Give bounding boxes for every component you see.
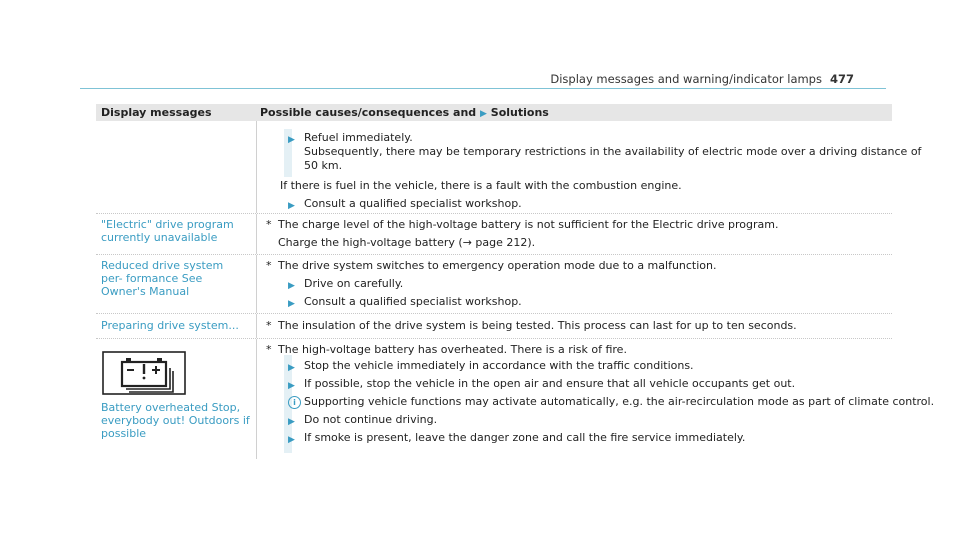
star-marker: * bbox=[266, 259, 272, 272]
row-line: Stop the vehicle immediately in accordance with the traffic conditions. bbox=[304, 359, 694, 372]
arrow-right-icon: ▶ bbox=[288, 435, 295, 445]
arrow-right-icon: ▶ bbox=[288, 417, 295, 427]
row-line: Consult a qualified specialist workshop. bbox=[304, 295, 522, 308]
arrow-right-icon: ▶ bbox=[288, 201, 295, 211]
row-line: Charge the high-voltage battery (→ page 212). bbox=[278, 236, 536, 249]
row-line: If there is fuel in the vehicle, there is a fault with the combustion engine. bbox=[280, 179, 682, 192]
page-header bbox=[550, 72, 854, 86]
star-marker: * bbox=[266, 343, 272, 356]
row-line: If possible, stop the vehicle in the open air and ensure that all vehicle occupants get out. bbox=[304, 377, 796, 390]
row-line: The high-voltage battery has overheated. There is a risk of fire. bbox=[278, 343, 627, 356]
column-divider bbox=[256, 339, 257, 459]
message-reduced-performance: Reduced drive system per- formance See Owner's Manual bbox=[101, 259, 224, 298]
column-divider bbox=[256, 121, 257, 213]
arrow-right-icon: ▶ bbox=[480, 109, 487, 119]
table-row bbox=[96, 121, 922, 214]
star-marker: * bbox=[266, 319, 272, 332]
column-divider bbox=[256, 255, 257, 313]
column-header-causes bbox=[260, 106, 549, 119]
row-line: The drive system switches to emergency operation mode due to a malfunction. bbox=[278, 259, 717, 272]
table-row bbox=[96, 214, 892, 255]
arrow-right-icon: ▶ bbox=[288, 281, 295, 291]
row-line: If smoke is present, leave the danger zone and call the fire service immediately. bbox=[304, 431, 746, 444]
message-electric-unavailable: "Electric" drive program currently unavailable bbox=[101, 218, 234, 244]
column-divider bbox=[256, 314, 257, 338]
row-line: The insulation of the drive system is being tested. This process can last for up to ten seconds. bbox=[278, 319, 797, 332]
message-preparing-drive: Preparing drive system... bbox=[101, 319, 239, 332]
row-line: Refuel immediately. bbox=[304, 131, 413, 144]
arrow-right-icon: ▶ bbox=[288, 381, 295, 391]
messages-table bbox=[96, 104, 935, 459]
table-header bbox=[96, 104, 892, 121]
table-row bbox=[96, 255, 892, 314]
section-title: Display messages and warning/indicator lamps bbox=[550, 72, 822, 86]
row-line: 50 km. bbox=[304, 159, 343, 172]
arrow-right-icon: ▶ bbox=[288, 363, 295, 373]
causes-label: Possible causes/consequences and bbox=[260, 106, 477, 119]
info-icon: i bbox=[288, 395, 301, 409]
row-line: Supporting vehicle functions may activate automatically, e.g. the air-recirculation mode as part of climate control. bbox=[304, 395, 935, 408]
column-header-messages: Display messages bbox=[101, 106, 212, 119]
row-line: Drive on carefully. bbox=[304, 277, 404, 290]
row-line: Do not continue driving. bbox=[304, 413, 438, 426]
column-divider bbox=[256, 214, 257, 254]
battery-warning-icon bbox=[102, 351, 186, 395]
arrow-right-icon: ▶ bbox=[288, 135, 295, 145]
star-marker: * bbox=[266, 218, 272, 231]
row-line: The charge level of the high-voltage battery is not sufficient for the Electric drive program. bbox=[278, 218, 779, 231]
table-row bbox=[96, 339, 935, 459]
solutions-label: Solutions bbox=[490, 106, 549, 119]
row-line: Consult a qualified specialist workshop. bbox=[304, 197, 522, 210]
table-row bbox=[96, 314, 892, 339]
top-rule bbox=[80, 88, 886, 89]
row-line: Subsequently, there may be temporary restrictions in the availability of electric mode over a driving distance of bbox=[304, 145, 922, 158]
message-battery-overheated: Battery overheated Stop, everybody out! Outdoors if possible bbox=[101, 401, 250, 440]
page-number: 477 bbox=[829, 72, 854, 86]
arrow-right-icon: ▶ bbox=[288, 299, 295, 309]
